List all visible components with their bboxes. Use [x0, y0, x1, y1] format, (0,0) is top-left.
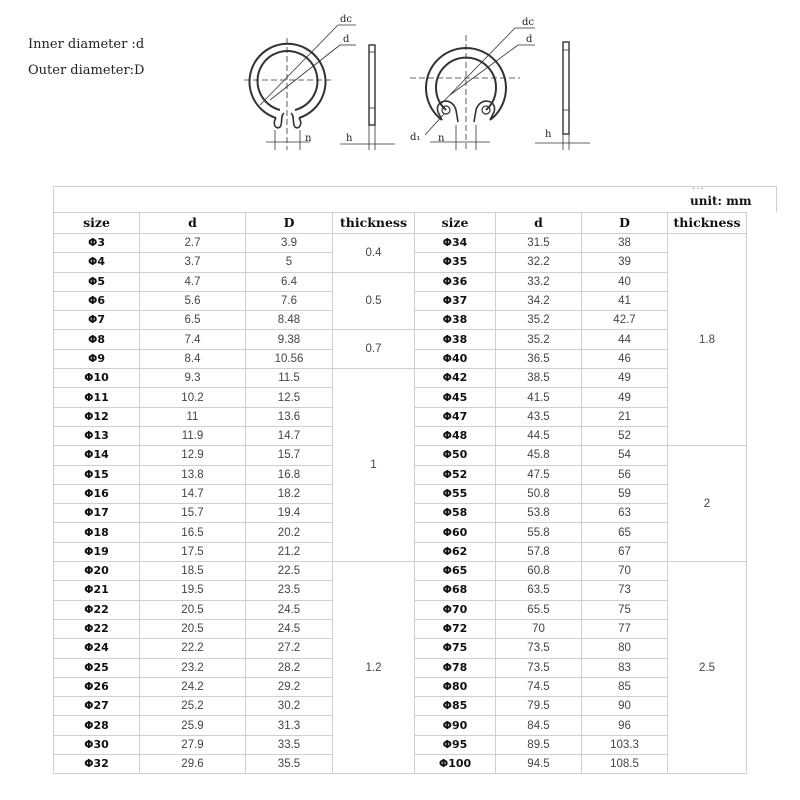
- label-d1-right: d₁: [410, 132, 421, 143]
- outer-diameter-cell: 22.5: [246, 562, 333, 581]
- ring-right: [410, 28, 535, 150]
- outer-diameter-cell: 103.3: [582, 735, 668, 754]
- ring-left: [244, 25, 356, 150]
- inner-diameter-cell: 32.2: [496, 253, 582, 272]
- inner-diameter-cell: 34.2: [496, 291, 582, 310]
- thickness-cell: 1: [333, 369, 415, 562]
- inner-diameter-cell: 12.9: [140, 446, 246, 465]
- size-cell: Φ28: [54, 716, 140, 735]
- size-cell: Φ50: [415, 446, 496, 465]
- outer-diameter-cell: 21.2: [246, 542, 333, 561]
- label-d-right: d: [526, 34, 533, 45]
- inner-diameter-cell: 41.5: [496, 388, 582, 407]
- size-cell: Φ95: [415, 735, 496, 754]
- inner-diameter-cell: 35.2: [496, 311, 582, 330]
- size-cell: Φ70: [415, 600, 496, 619]
- inner-diameter-cell: 6.5: [140, 311, 246, 330]
- header-size-right: size: [415, 213, 496, 234]
- outer-diameter-cell: 73: [582, 581, 668, 600]
- inner-diameter-cell: 17.5: [140, 542, 246, 561]
- inner-diameter-cell: 73.5: [496, 658, 582, 677]
- inner-diameter-cell: 65.5: [496, 600, 582, 619]
- size-cell: Φ17: [54, 504, 140, 523]
- size-cell: Φ90: [415, 716, 496, 735]
- size-cell: Φ9: [54, 349, 140, 368]
- table-body: [54, 234, 747, 774]
- thickness-cell: 2: [668, 446, 747, 562]
- circlip-diagram: [0, 0, 800, 180]
- table-row: [54, 369, 747, 388]
- table-row: [54, 562, 747, 581]
- outer-diameter-cell: 38: [582, 234, 668, 253]
- size-cell: Φ68: [415, 581, 496, 600]
- outer-diameter-cell: 18.2: [246, 484, 333, 503]
- outer-diameter-cell: 54: [582, 446, 668, 465]
- inner-diameter-cell: 38.5: [496, 369, 582, 388]
- size-cell: Φ65: [415, 562, 496, 581]
- size-cell: Φ38: [415, 311, 496, 330]
- outer-diameter-cell: 80: [582, 639, 668, 658]
- inner-diameter-cell: 74.5: [496, 677, 582, 696]
- inner-diameter-cell: 33.2: [496, 272, 582, 291]
- inner-diameter-cell: 16.5: [140, 523, 246, 542]
- size-cell: Φ25: [54, 658, 140, 677]
- inner-diameter-cell: 57.8: [496, 542, 582, 561]
- ring-right-side-view: [535, 42, 590, 150]
- size-cell: Φ62: [415, 542, 496, 561]
- outer-diameter-cell: 11.5: [246, 369, 333, 388]
- inner-diameter-cell: 11: [140, 407, 246, 426]
- outer-diameter-cell: 19.4: [246, 504, 333, 523]
- outer-diameter-cell: 30.2: [246, 697, 333, 716]
- inner-diameter-cell: 18.5: [140, 562, 246, 581]
- outer-diameter-cell: 14.7: [246, 426, 333, 445]
- size-cell: Φ55: [415, 484, 496, 503]
- inner-diameter-cell: 23.2: [140, 658, 246, 677]
- inner-diameter-cell: 3.7: [140, 253, 246, 272]
- inner-diameter-cell: 31.5: [496, 234, 582, 253]
- outer-diameter-cell: 35.5: [246, 755, 333, 774]
- label-dc-right: dc: [522, 17, 535, 28]
- size-cell: Φ45: [415, 388, 496, 407]
- outer-diameter-cell: 59: [582, 484, 668, 503]
- inner-diameter-cell: 7.4: [140, 330, 246, 349]
- outer-diameter-cell: 9.38: [246, 330, 333, 349]
- outer-diameter-cell: 56: [582, 465, 668, 484]
- label-dc-left: dc: [340, 14, 353, 25]
- size-cell: Φ7: [54, 311, 140, 330]
- size-cell: Φ100: [415, 755, 496, 774]
- outer-diameter-cell: 85: [582, 677, 668, 696]
- inner-diameter-cell: 45.8: [496, 446, 582, 465]
- inner-diameter-cell: 73.5: [496, 639, 582, 658]
- size-cell: Φ4: [54, 253, 140, 272]
- inner-diameter-cell: 9.3: [140, 369, 246, 388]
- inner-diameter-cell: 15.7: [140, 504, 246, 523]
- size-cell: Φ37: [415, 291, 496, 310]
- outer-diameter-cell: 20.2: [246, 523, 333, 542]
- outer-diameter-cell: 31.3: [246, 716, 333, 735]
- inner-diameter-cell: 94.5: [496, 755, 582, 774]
- outer-diameter-cell: 29.2: [246, 677, 333, 696]
- inner-diameter-cell: 60.8: [496, 562, 582, 581]
- size-cell: Φ13: [54, 426, 140, 445]
- header-D-right: D: [582, 213, 668, 234]
- outer-diameter-cell: 7.6: [246, 291, 333, 310]
- size-cell: Φ21: [54, 581, 140, 600]
- size-cell: Φ26: [54, 677, 140, 696]
- outer-diameter-cell: 13.6: [246, 407, 333, 426]
- outer-diameter-cell: 8.48: [246, 311, 333, 330]
- size-cell: Φ3: [54, 234, 140, 253]
- size-cell: Φ52: [415, 465, 496, 484]
- outer-diameter-cell: 70: [582, 562, 668, 581]
- inner-diameter-cell: 53.8: [496, 504, 582, 523]
- size-cell: Φ75: [415, 639, 496, 658]
- outer-diameter-cell: 3.9: [246, 234, 333, 253]
- outer-diameter-cell: 108.5: [582, 755, 668, 774]
- size-cell: Φ18: [54, 523, 140, 542]
- inner-diameter-cell: 8.4: [140, 349, 246, 368]
- size-cell: Φ15: [54, 465, 140, 484]
- outer-diameter-cell: 39: [582, 253, 668, 272]
- inner-diameter-cell: 36.5: [496, 349, 582, 368]
- size-cell: Φ80: [415, 677, 496, 696]
- outer-diameter-cell: 10.56: [246, 349, 333, 368]
- outer-diameter-cell: 90: [582, 697, 668, 716]
- outer-diameter-cell: 21: [582, 407, 668, 426]
- outer-diameter-cell: 49: [582, 369, 668, 388]
- inner-diameter-cell: 47.5: [496, 465, 582, 484]
- inner-diameter-cell: 20.5: [140, 619, 246, 638]
- size-cell: Φ20: [54, 562, 140, 581]
- outer-diameter-cell: 23.5: [246, 581, 333, 600]
- size-cell: Φ5: [54, 272, 140, 291]
- outer-diameter-cell: 16.8: [246, 465, 333, 484]
- header-d-right: d: [496, 213, 582, 234]
- thickness-cell: 2.5: [668, 562, 747, 774]
- table-top-frame: [53, 186, 777, 212]
- size-cell: Φ32: [54, 755, 140, 774]
- thickness-cell: 0.7: [333, 330, 415, 369]
- size-cell: Φ16: [54, 484, 140, 503]
- inner-diameter-cell: 27.9: [140, 735, 246, 754]
- inner-diameter-cell: 4.7: [140, 272, 246, 291]
- outer-diameter-cell: 75: [582, 600, 668, 619]
- inner-diameter-cell: 29.6: [140, 755, 246, 774]
- outer-diameter-cell: 5: [246, 253, 333, 272]
- size-cell: Φ34: [415, 234, 496, 253]
- size-cell: Φ19: [54, 542, 140, 561]
- label-n-left: n: [305, 133, 312, 144]
- outer-diameter-cell: 12.5: [246, 388, 333, 407]
- inner-diameter-cell: 13.8: [140, 465, 246, 484]
- header-size-left: size: [54, 213, 140, 234]
- header-d-left: d: [140, 213, 246, 234]
- outer-diameter-cell: 96: [582, 716, 668, 735]
- thickness-cell: 0.5: [333, 272, 415, 330]
- outer-diameter-cell: 6.4: [246, 272, 333, 291]
- size-cell: Φ30: [54, 735, 140, 754]
- inner-diameter-cell: 55.8: [496, 523, 582, 542]
- unit-marks: ···: [692, 183, 705, 194]
- size-cell: Φ14: [54, 446, 140, 465]
- outer-diameter-cell: 28.2: [246, 658, 333, 677]
- outer-diameter-cell: 67: [582, 542, 668, 561]
- size-cell: Φ10: [54, 369, 140, 388]
- table-row: [54, 234, 747, 253]
- unit-label: unit: mm: [690, 194, 752, 208]
- inner-diameter-cell: 20.5: [140, 600, 246, 619]
- circlip-size-table: [53, 212, 747, 774]
- outer-diameter-cell: 44: [582, 330, 668, 349]
- size-cell: Φ48: [415, 426, 496, 445]
- table-row: [54, 330, 747, 349]
- header-D-left: D: [246, 213, 333, 234]
- header-thickness-left: thickness: [333, 213, 415, 234]
- inner-diameter-cell: 10.2: [140, 388, 246, 407]
- inner-diameter-cell: 25.2: [140, 697, 246, 716]
- outer-diameter-cell: 41: [582, 291, 668, 310]
- legend-outer-diameter: Outer diameter:D: [28, 63, 145, 78]
- inner-diameter-cell: 24.2: [140, 677, 246, 696]
- outer-diameter-cell: 49: [582, 388, 668, 407]
- size-cell: Φ22: [54, 600, 140, 619]
- size-cell: Φ12: [54, 407, 140, 426]
- outer-diameter-cell: 77: [582, 619, 668, 638]
- size-cell: Φ27: [54, 697, 140, 716]
- header-thickness-right: thickness: [668, 213, 747, 234]
- size-cell: Φ47: [415, 407, 496, 426]
- outer-diameter-cell: 65: [582, 523, 668, 542]
- size-cell: Φ36: [415, 272, 496, 291]
- size-cell: Φ78: [415, 658, 496, 677]
- size-cell: Φ40: [415, 349, 496, 368]
- inner-diameter-cell: 25.9: [140, 716, 246, 735]
- inner-diameter-cell: 43.5: [496, 407, 582, 426]
- size-cell: Φ85: [415, 697, 496, 716]
- inner-diameter-cell: 2.7: [140, 234, 246, 253]
- inner-diameter-cell: 50.8: [496, 484, 582, 503]
- thickness-cell: 1.8: [668, 234, 747, 446]
- table-row: [54, 272, 747, 291]
- inner-diameter-cell: 84.5: [496, 716, 582, 735]
- thickness-cell: 1.2: [333, 562, 415, 774]
- size-cell: Φ60: [415, 523, 496, 542]
- label-h-left: h: [346, 133, 353, 144]
- size-cell: Φ72: [415, 619, 496, 638]
- outer-diameter-cell: 63: [582, 504, 668, 523]
- size-cell: Φ6: [54, 291, 140, 310]
- inner-diameter-cell: 44.5: [496, 426, 582, 445]
- size-cell: Φ38: [415, 330, 496, 349]
- table-header-row: [54, 213, 747, 234]
- size-cell: Φ35: [415, 253, 496, 272]
- size-cell: Φ42: [415, 369, 496, 388]
- size-cell: Φ8: [54, 330, 140, 349]
- outer-diameter-cell: 33.5: [246, 735, 333, 754]
- inner-diameter-cell: 22.2: [140, 639, 246, 658]
- legend-inner-diameter: Inner diameter :d: [28, 37, 145, 52]
- thickness-cell: 0.4: [333, 234, 415, 273]
- outer-diameter-cell: 24.5: [246, 619, 333, 638]
- size-cell: Φ22: [54, 619, 140, 638]
- outer-diameter-cell: 83: [582, 658, 668, 677]
- inner-diameter-cell: 14.7: [140, 484, 246, 503]
- label-d-left: d: [343, 34, 350, 45]
- outer-diameter-cell: 46: [582, 349, 668, 368]
- inner-diameter-cell: 63.5: [496, 581, 582, 600]
- outer-diameter-cell: 27.2: [246, 639, 333, 658]
- inner-diameter-cell: 35.2: [496, 330, 582, 349]
- inner-diameter-cell: 19.5: [140, 581, 246, 600]
- outer-diameter-cell: 24.5: [246, 600, 333, 619]
- inner-diameter-cell: 89.5: [496, 735, 582, 754]
- inner-diameter-cell: 11.9: [140, 426, 246, 445]
- label-h-right: h: [545, 129, 552, 140]
- outer-diameter-cell: 15.7: [246, 446, 333, 465]
- size-cell: Φ58: [415, 504, 496, 523]
- outer-diameter-cell: 42.7: [582, 311, 668, 330]
- label-n-right: n: [438, 133, 445, 144]
- outer-diameter-cell: 40: [582, 272, 668, 291]
- inner-diameter-cell: 5.6: [140, 291, 246, 310]
- size-cell: Φ11: [54, 388, 140, 407]
- inner-diameter-cell: 70: [496, 619, 582, 638]
- outer-diameter-cell: 52: [582, 426, 668, 445]
- inner-diameter-cell: 79.5: [496, 697, 582, 716]
- size-cell: Φ24: [54, 639, 140, 658]
